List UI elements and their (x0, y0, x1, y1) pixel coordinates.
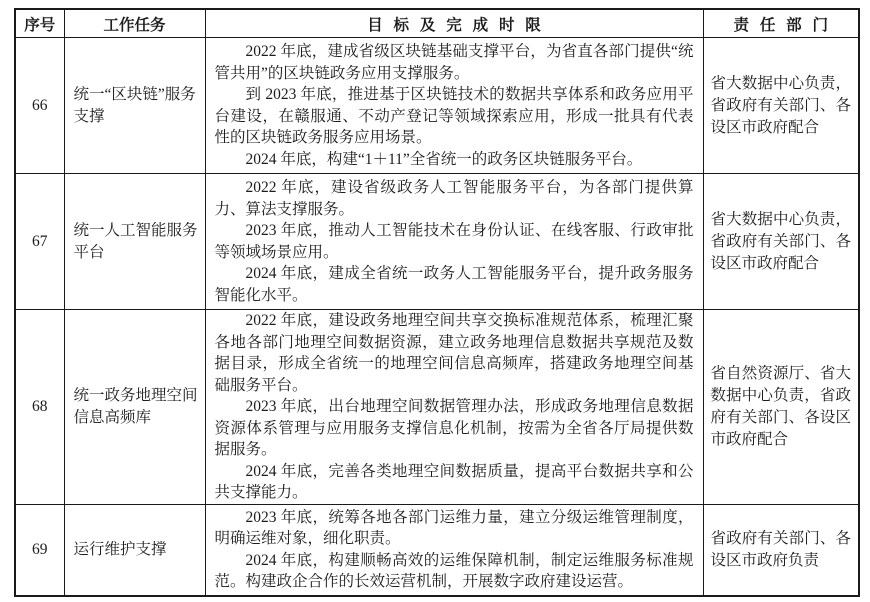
goals-cell (205, 310, 703, 505)
task-name: 统一政务地理空间信息高频库 (64, 310, 205, 505)
goal-paragraph: 2023 年底，统筹各地各部门运维力量，建立分级运维管理制度，明确运维对象，细化职责。 (214, 508, 694, 548)
responsible-dept: 省自然资源厅、省大数据中心负责，省政府有关部门、各设区市政府配合 (703, 310, 859, 505)
goals-cell (205, 38, 703, 174)
task-name: 运行维护支撑 (64, 504, 205, 596)
table-row (15, 504, 859, 596)
row-number: 68 (15, 310, 64, 505)
goals-cell (205, 174, 703, 310)
table-row (15, 38, 859, 174)
goal-paragraph: 2022 年底，建设省级政务人工智能服务平台，为各部门提供算力、算法支撑服务。 (214, 179, 694, 218)
goal-paragraph: 2024 年底，完善各类地理空间数据质量，提高平台数据共享和公共支撑能力。 (214, 462, 694, 501)
goal-paragraph: 2024 年底，建成全省统一政务人工智能服务平台，提升政务服务智能化水平。 (214, 265, 694, 304)
header-seq-number: 序号 (15, 9, 64, 38)
goal-paragraph: 2022 年底，建设政务地理空间共享交换标准规范体系，梳理汇聚各地各部门地理空间数据资源，建立政务地理信息数据共享规范及数据目录，形成全省统一的地理空间信息高频库，搭建政务地理空间基础服务平台。 (214, 312, 694, 394)
goal-paragraph: 到 2023 年底，推进基于区块链技术的数据共享体系和政务应用平台建设，在赣服通、不动产登记等领域探索应用，形成一批具有代表性的区块链政务服务应用场景。 (214, 86, 694, 146)
goal-paragraph: 2024 年底，构建顺畅高效的运维保障机制，制定运维服务标准规范。构建政企合作的长效运营机制，开展数字政府建设运营。 (214, 551, 694, 591)
goal-paragraph: 2024 年底，构建“1＋11”全省统一的政务区块链服务平台。 (245, 150, 643, 168)
table-row (15, 310, 859, 505)
row-number: 69 (15, 504, 64, 596)
responsible-dept: 省大数据中心负责，省政府有关部门、各设区市政府配合 (703, 174, 859, 310)
responsible-dept: 省政府有关部门、各设区市政府负责 (703, 504, 859, 596)
task-name: 统一人工智能服务平台 (64, 174, 205, 310)
header-row (15, 9, 859, 38)
responsible-dept: 省大数据中心负责，省政府有关部门、各设区市政府配合 (703, 38, 859, 174)
task-table (14, 8, 860, 597)
header-goals-deadline: 目标及完成时限 (205, 9, 703, 38)
goal-paragraph: 2022 年底，建成省级区块链基础支撑平台，为省直各部门提供“统管共用”的区块链政务应用支撑服务。 (214, 43, 694, 82)
goal-paragraph: 2023 年底，出台地理空间数据管理办法，形成政务地理信息数据资源体系管理与应用服务支撑信息化机制，按需为全省各厅局提供数据服务。 (214, 398, 694, 458)
header-work-task: 工作任务 (64, 9, 205, 38)
header-responsible-dept: 责任部门 (703, 9, 859, 38)
task-name: 统一“区块链”服务支撑 (64, 38, 205, 174)
row-number: 67 (15, 174, 64, 310)
row-number: 66 (15, 38, 64, 174)
goal-paragraph: 2023 年底，推动人工智能技术在身份认证、在线客服、行政审批等领域场景应用。 (214, 222, 694, 261)
table-row (15, 174, 859, 310)
goals-cell (205, 504, 703, 596)
